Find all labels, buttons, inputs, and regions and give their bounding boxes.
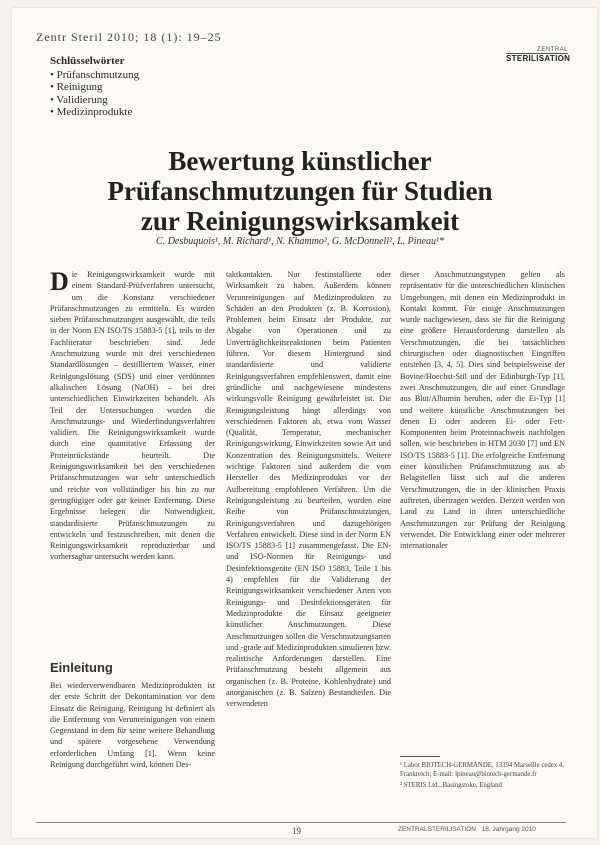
section-heading: Einleitung [50,660,113,675]
title-line: Bewertung künstlicher [168,146,432,176]
body-text: dieser Anschmutzungstypen gelten als repräsentativ für die unterschiedlichen klinischen Umgebungen, mit denen ein Medizinprodukt in Kontakt kommt. Für einige Anschmutzungen wurde nachgewiesen, dass sie für die Reinigung eine größere Herausforderung darstellen als Verschmutzungen, die bei tatsächlichen chirurgischen oder diagnostischen Eingriffen entstehen [3, 4, 5]. Dies sind beispielsweise der Bovine/Hoechst-Stil und der Edinburgh-Typ [1], zwei Anschmutzungen, die auf einer Grundlage aus Blut/Albumin beruhen, oder die Ei-Typ [1] und weitere künstliche Anschmutzungen bei denen Ei oder anderen Ei- oder Fett-Komponenten beim Proteinnachweis nachfolgen sollen, wie beschrieben in HTM 2030 [7] und EN ISO/TS 15883-5 [1]. Die erfolgreiche Entfernung einer künstlichen Prüfanschmutzung aus ab Belagstellen lässt sich auf die anderen Verschmutzungen, die in der klinischen Praxis auftreten, übertragen werden. Derzeit werden von Land zu Land in ihren unterschiedliche Anschmutzungen zur Prüfung der Reinigung verwendet. Die Entwicklung einer oder mehrerer internationaler [400,270,565,551]
keyword-item: • Medizinprodukte [50,106,139,119]
keyword-item: • Reinigung [50,81,139,94]
keywords-box [50,55,139,119]
footnote-rule [400,756,440,757]
article-title [40,146,560,236]
keywords-list [50,69,139,119]
body-column-1 [50,269,215,563]
keywords-title: Schlüsselwörter [50,55,125,67]
title-line: zur Reinigungswirksamkeit [140,206,460,236]
keyword-item: • Prüfanschmutzung [50,69,139,82]
footnote: ² STERIS Ltd., Basingstoke, England [400,782,502,789]
drop-cap: D [50,267,69,296]
footer-divider [36,822,566,823]
page-number: 19 [292,826,301,836]
keyword-item: • Validierung [50,94,139,107]
body-column-3 [400,269,565,551]
article-authors: C. Desbuquois¹, M. Richard¹, N. Khammo², G. McDonnell², L. Pineau¹* [156,236,444,247]
footer-journal: ZENTRALSTERILISATION · 18. Jahrgang 2010 [398,826,536,833]
journal-logo [506,47,571,63]
title-line: Prüfanschmutzungen für Studien [107,176,493,206]
section-text: Bei wiederverwendbaren Medizinprodukten ist der erste Schritt der Dekontamination vor dem Einsatz die Reinigung. Reinigung ist definiert als die Entfernung von Verunreinigungen von einem Gegenstand in dem für seine weitere Behandlung und spätere vorgesehene Verwendung erforderlichen Umfang [1]. Wenn keine Reinigung durchgeführt wird, können Des- [50,681,215,770]
footnotes [400,756,565,792]
journal-citation: Zentr Steril 2010; 18 (1): 19–25 [36,30,222,44]
logo-main-text: STERILISATION [506,54,571,63]
abstract-text: ie Reinigungswirksamkeit wurde mit einem Standard-Prüfverfahren untersucht, um die Konstanz verschiedener Prüfanschmutzungen zu ermitteln. Es wurden sieben Prüfanschmutzungen ausgewählt, die teils in der Norm EN ISO/TS 15883-5 [1], teils in der Fachliteratur beschrieben sind. Jede Anschmutzung wurde mit drei verschiedenen Standardlösungen – destilliertem Wasser, einer Reinigungslösung (SDS) und einer verdünnten alkalischen Lösung (NaOH) – bei drei unterschiedlichen Einwirkzeiten behandelt. Als Teil der Untersuchungen wurden die Anschmutzungs- und Wiederfindungsverfahren validiert. Die Reinigungswirksamkeit wurde durch eine quantitative Erfassung der Proteinrückstände beurteilt. Die Reinigungswirksamkeit bei den verschiedenen Prüfanschmutzungen war sehr unterschiedlich und reichte von vollständiger bis hin zu nur geringfügiger oder gar keiner Entfernung. Diese Ergebnisse belegen die Notwendigkeit, standardisierte Prüfanschmutzungen zu entwickeln und festzuschreiben, mit denen die Reinigungswirksamkeit reproduzierbar und vorhersagbar untersucht werden kann. [50,270,215,562]
body-text: taktkontakten. Nur festinstallierte oder Wirksamkeit zu haben. Außerdem können Verunreinigungen auf Medizinprodukten zu Schäden an den Produkten (z. B. Korrosion), Problemen beim Einsatz der Produkte, zur Abgabe von Operationen und zu Unverträglichkeitsreaktionen beim Patienten führen. Vor diesem Hintergrund sind standardisierte und validierte Reinigungsverfahren empfehlenswert, damit eine gründliche und nachgewiesene mindestens wirkungsvolle Reinigung gewährleistet ist. Die Reinigungsleistung hängt allerdings von verschiedenen Faktoren ab, etwa vom Wasser (Qualität, Temperatur, mechanischer Reinigungswirkung, Einwirkzeiten sowie Art und Konzentration des Reinigungsmittels. Weitere wichtige Faktoren sind außerdem die vom Hersteller des Medizinprodukts vor der Aufbereitung empfohlenen Verfahren. Um die Reinigungsleistung zu beurteilen, wurden eine Reihe von Prüfanschmutzungen, Reinigungsverfahren und dazugehörigen Verfahren entwickelt. Diese sind in der Norm EN ISO/TS 15883-5 [1] zusammengefasst. Die EN- und ISO-Normen für Reinigungs- und Desinfektionsgeräte (EN ISO 15883, Teile 1 bis 4) empfehlen für die Validierung der Reinigungswirksamkeit verschiedener Arten von Reinigungs- und Desinfektionsgeräten für Medizinprodukte die Einsatz geeigneter künstlicher Anschmutzungen. Diese Anschmutzungen sollen die Verschmutzungsarten und -grade auf Medizinprodukten simulieren bzw. realistische Anforderungen darstellen. Eine Prüfanschmutzung besteht allgemein aus organischen (z. B. Proteine, Kohlenhydrate) und anorganischen (z. B. Salzen) Bestandteilen. Die verwendeten [226,270,391,709]
body-column-2 [226,269,391,710]
logo-top-text: ZENTRAL [506,47,568,54]
footnote: ¹ Labor BIOTECH-GERMANDE, 13394 Marseille cedex 4, Frankreich; E-mail: lpineau@biotech-germande.fr [400,762,564,778]
